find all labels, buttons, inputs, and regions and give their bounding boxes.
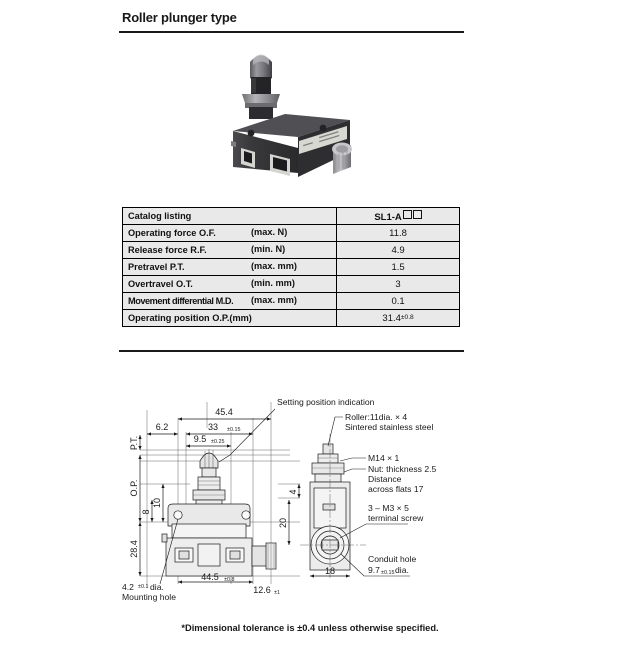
- row-unit-text: (max. mm): [251, 261, 297, 271]
- callout-mounting-tolerance: ±0.1: [138, 584, 149, 590]
- dim-20-text: 20: [278, 517, 288, 529]
- dim-33-text: 33: [207, 422, 219, 432]
- table-cell-value: 3: [337, 276, 460, 293]
- page-title: Roller plunger type: [122, 10, 237, 25]
- callout-conduit-line1: Conduit hole: [368, 554, 417, 564]
- placeholder-box-2: [413, 210, 422, 219]
- table-cell-value: 4.9: [337, 242, 460, 259]
- dim-8-text: 8: [141, 509, 151, 515]
- dim-9-5-tolerance: ±0.25: [211, 439, 225, 445]
- callout-roller: [328, 412, 433, 446]
- dim-depth: [253, 585, 280, 596]
- row-unit-text: (max. N): [251, 227, 288, 237]
- dim-12-6-tolerance: ±1: [274, 590, 280, 596]
- specification-table: [122, 207, 460, 327]
- op-value-tolerance: ±0.8: [400, 313, 414, 321]
- catalog-label-text: Catalog listing: [128, 210, 192, 221]
- row-label-text: Operating position O.P.(mm): [128, 312, 252, 323]
- dim-6-2-text: 6.2: [155, 422, 169, 432]
- dim-10-text: 10: [152, 497, 162, 509]
- dim-45-4-text: 45.4: [215, 407, 233, 417]
- callout-thread: [340, 453, 400, 463]
- dimensional-drawing: [0, 388, 620, 613]
- callout-conduit-line2: 9.7: [368, 565, 380, 575]
- dim-12-6-text: 12.6: [253, 585, 271, 595]
- dim-left-offset: [147, 422, 178, 434]
- table-cell-label: [123, 225, 337, 242]
- callout-conduit-hole: [341, 554, 416, 576]
- table-cell-label: [123, 293, 337, 310]
- table-cell-value: 1.5: [337, 259, 460, 276]
- table-cell-catalog-value: [337, 208, 460, 225]
- callout-thread-text: M14 × 1: [368, 453, 400, 463]
- dim-body-width: [186, 422, 253, 434]
- title-divider: [119, 31, 464, 33]
- callout-conduit-tolerance: ±0.15: [381, 570, 395, 576]
- row-label-text: Movement differential M.D.: [128, 295, 234, 306]
- callout-nut-line2: Distance: [368, 474, 402, 484]
- table-cell-value: [337, 310, 460, 327]
- callout-nut-line3: across flats 17: [368, 484, 424, 494]
- op-value-text: 31.4: [382, 312, 401, 324]
- dim-4-text: 4: [288, 489, 298, 495]
- table-cell-label: [123, 259, 337, 276]
- dim-pt: [129, 435, 140, 450]
- photo-screw-right: [320, 125, 327, 132]
- callout-terminal-line1: 3 – M3 × 5: [368, 503, 409, 513]
- table-row-catalog: [123, 208, 460, 225]
- table-cell-value: 0.1: [337, 293, 460, 310]
- callout-conduit-suffix: dia.: [395, 565, 409, 575]
- dim-pt-label: P.T.: [129, 435, 139, 451]
- photo-nut: [242, 94, 280, 108]
- placeholder-box-1: [403, 210, 412, 219]
- dim-28-4-text: 28.4: [129, 540, 139, 558]
- table-row: [123, 276, 460, 293]
- table-row: [123, 225, 460, 242]
- row-label-text: Pretravel P.T.: [128, 261, 185, 272]
- product-photo: [215, 45, 370, 190]
- dim-plunger-offset: [186, 434, 231, 446]
- callout-roller-line2: Sintered stainless steel: [345, 422, 434, 432]
- dim-side-height-20: [278, 500, 289, 545]
- photo-screw-left: [248, 130, 255, 137]
- dim-op: [129, 455, 140, 522]
- dim-44-5-tolerance: ±0.8: [224, 577, 235, 583]
- dim-overall-width: [178, 407, 271, 419]
- callout-nut: [344, 464, 437, 494]
- dim-height-8: [141, 500, 152, 522]
- dim-height-28-4: [129, 522, 140, 576]
- section-divider: [119, 350, 464, 352]
- dim-side-height-4: [288, 484, 299, 498]
- photo-neck: [249, 107, 273, 119]
- table-row: [123, 310, 460, 327]
- row-label-text: Operating force O.F.: [128, 227, 216, 238]
- row-unit-text: (min. mm): [251, 278, 295, 288]
- callout-terminal-line2: terminal screw: [368, 513, 424, 523]
- callout-setting-text: Setting position indication: [277, 397, 375, 407]
- table-cell-label: [123, 310, 337, 327]
- table-cell-value: 11.8: [337, 225, 460, 242]
- photo-conduit-connector: [332, 143, 352, 175]
- catalog-value-text: SL1-A: [374, 211, 402, 223]
- table-row: [123, 293, 460, 310]
- callout-mounting-line2: Mounting hole: [122, 592, 176, 602]
- table-row: [123, 259, 460, 276]
- row-label-text: Release force R.F.: [128, 244, 207, 255]
- callout-terminal-screw: [340, 503, 424, 538]
- dim-33-tolerance: ±0.15: [227, 427, 241, 433]
- row-label-text: Overtravel O.T.: [128, 278, 193, 289]
- dim-44-5-text: 44.5: [201, 572, 219, 582]
- table-cell-label: [123, 242, 337, 259]
- table-cell-label: [123, 276, 337, 293]
- dim-9-5-text: 9.5: [193, 434, 207, 444]
- callout-mounting-suffix: dia.: [150, 582, 164, 592]
- dim-height-10: [152, 484, 163, 522]
- row-unit-text: (max. mm): [251, 295, 297, 305]
- dim-op-label: O.P.: [129, 479, 139, 497]
- callout-nut-line1: Nut: thickness 2.5: [368, 464, 437, 474]
- callout-mounting-line1: 4.2: [122, 582, 134, 592]
- footnote: *Dimensional tolerance is ±0.4 unless otherwise specified.: [181, 623, 439, 633]
- table-cell-catalog-label: [123, 208, 337, 225]
- dim-18-text: 18: [324, 566, 336, 576]
- front-view: [162, 449, 276, 576]
- table-row: [123, 242, 460, 259]
- callout-roller-line1: Roller:11dia. × 4: [345, 412, 408, 422]
- row-unit-text: (min. N): [251, 244, 286, 254]
